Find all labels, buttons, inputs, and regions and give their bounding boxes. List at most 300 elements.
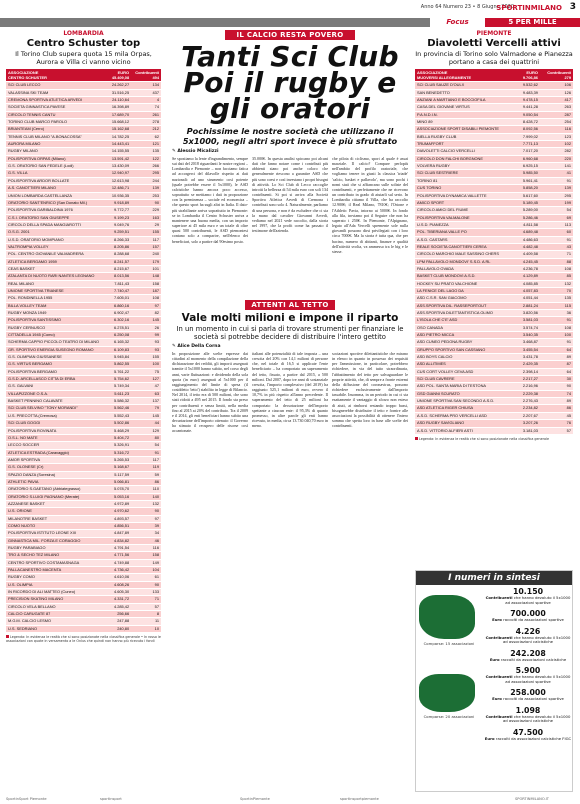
table-legend: Legenda: In evidenza le realtà che si sono posizionate nella classifica generale: [415, 437, 573, 441]
table-row: [6, 236, 161, 243]
table-row: [6, 273, 161, 280]
table-row: [6, 243, 161, 250]
contributors-count: 123: [540, 133, 573, 140]
association-name: SPAZIO DANZA (Soresina): [6, 471, 108, 478]
contributors-count: 29: [131, 221, 161, 228]
footer-item: SportinPiemonte: [240, 797, 270, 801]
contributors-count: 74: [540, 390, 573, 397]
association-name: GINNASTICA MIL. FORZA E CORAGGIO: [6, 537, 108, 544]
table-row: [415, 170, 573, 177]
euro-value: 14.782,25: [108, 133, 131, 140]
association-name: BRIANTEAM (Cerro): [6, 126, 108, 133]
association-name: U.S. ORIONE: [6, 508, 108, 515]
euro-value: 4.051,44: [517, 295, 540, 302]
body-column: In proposizione alle scelte espresse dai cittadini al momento della compilazione della dichiarazione dei redditi, gli importi assegnati tramite il 5x1000 hanno subito, nel corso degli anni, varie fluttuazioni: e dividendo della sola quota (in euro) assegnati al 5x1000 per il raggiungimento del limite di spesa (il cosiddetto 'tetto') stabilito in legge di Bilancio. Nel 2014, il tetto era di 500 milioni, che sono stati ridotti a 495 nel 2015. Il fondo sta preso per contribuenti e senza limiti, nella media fino al 2015 ai 20% del contributo. Tra il 2009 e il 2014, gli enti beneficiari hanno subito una decurtazione dell'importo ottenuto: il Governo ha stimato il recupero delle risorse così accantonate.: [172, 351, 248, 434]
contributors-count: 64: [540, 346, 573, 353]
contributors-count: 90: [540, 383, 573, 390]
table-row: [415, 332, 573, 339]
association-name: CEAS BASKET: [6, 265, 108, 272]
footer-item: SportinSport Piemonte: [6, 797, 47, 801]
euro-value: 5.586,32: [108, 398, 131, 405]
euro-value: 2.207,67: [517, 412, 540, 419]
association-name: PALLAVOLO OVADA: [415, 265, 517, 272]
table-row: [6, 368, 161, 375]
contributors-count: 163: [131, 214, 161, 221]
table-row: [6, 567, 161, 574]
euro-value: 5.168,67: [108, 464, 131, 471]
contributors-count: 79: [131, 405, 161, 412]
euro-value: 24.262,27: [108, 82, 131, 89]
euro-value: 3.207,26: [517, 420, 540, 427]
contributors-count: 244: [131, 177, 161, 184]
table-row: [415, 361, 573, 368]
euro-value: 8.205,86: [108, 243, 131, 250]
euro-value: 8.215,67: [108, 265, 131, 272]
section-title: Diavoletti Vercelli attivi: [427, 38, 561, 49]
table-row: [6, 625, 161, 632]
section-bar: [0, 18, 580, 27]
association-name: CIRCOLO DELLA SPADA MANGIAROTTI: [6, 221, 108, 228]
euro-value: 5.468,29: [108, 427, 131, 434]
euro-value: 12.486,71: [108, 185, 131, 192]
contributors-count: 179: [131, 258, 161, 265]
stat-value: 4.226: [515, 626, 541, 636]
col-header: EURO: [517, 69, 540, 75]
contributors-count: 10: [131, 625, 161, 632]
table-row: [6, 559, 161, 566]
table-row: [6, 405, 161, 412]
association-name: ORATORIO S.LUIGI PAGNANO (Merate): [6, 493, 108, 500]
euro-value: 6.109,83: [108, 346, 131, 353]
euro-value: 5.961,41: [517, 177, 540, 184]
legend-marker: [6, 635, 9, 638]
table-row: [6, 537, 161, 544]
article-body: [172, 351, 408, 601]
table-row: [6, 280, 161, 287]
contributors-count: 91: [540, 339, 573, 346]
association-name: GR. SPORTIVO ENERGIA SUSEGNO ROMANO: [6, 346, 108, 353]
table-row: [415, 214, 573, 221]
table-row: [415, 273, 573, 280]
association-name: ATALANTA DI NUOTO RARI NANTES LEGNANO: [6, 273, 108, 280]
body-column: sociazioni sportive dilettantistiche che mirano in elenco in quanto in possesso dei requisiti per l'ammissione, in particolare, potrebbero richiedere, in via del tutto straordinaria, l'abbattimento del tetto per salvaguardare le proprie attività, che, di sempre a fronte estremi della diffusione del coronavirus, possono richiedere esclusivamente dall'importo tassabile. Insomma, in un periodo in cui ci sta esattamente il vantaggio di sforzo non esteso di aiuti, ai rimborsi restando troppo bassi, bisognerebbe distribuire il tetto e fornire alle associazioni la possibilità di ottenere l'intero somma che spetta loro in base alle scelte dei contribuenti.: [332, 351, 408, 429]
euro-value: 7.771,13: [517, 141, 540, 148]
contributors-count: 116: [131, 545, 161, 552]
table-row: [415, 126, 573, 133]
euro-value: 6.165,32: [108, 339, 131, 346]
association-name: UNIONE SPORTIVA TRIANESE: [6, 287, 108, 294]
association-name: BASKET CLUB MONDOVI A.S.D.: [415, 273, 517, 280]
section-name: SPORTINMILANO: [496, 4, 562, 12]
contributors-count: 54: [540, 207, 573, 214]
euro-value: 4.893,57: [108, 515, 131, 522]
contributors-count: 59: [131, 471, 161, 478]
lombardia-map: [419, 595, 475, 639]
euro-value: 6.302,16: [108, 317, 131, 324]
association-name: MILANOTRE BASKET: [6, 515, 108, 522]
table-row: [6, 302, 161, 309]
stat-value: 242.208: [510, 648, 546, 658]
contributors-count: 141: [540, 163, 573, 170]
association-name: GRUPPO SPORTIVO SAN CASSIANO: [415, 346, 517, 353]
association-name: POLISPORTIVA DYNAMICA VALLETTE: [415, 192, 517, 199]
euro-value: 13.591,42: [108, 155, 131, 162]
association-name: RUGBY CERNUSCO: [6, 324, 108, 331]
contributors-count: 139: [540, 185, 573, 192]
stat-label: Contribuenti che hanno devoluto il 5x1000 ad associazioni sportive: [485, 674, 571, 684]
association-name: ORATORIO S.GAETANO (Abbiategrasso): [6, 486, 108, 493]
col-header: EURO: [108, 69, 131, 75]
table-row: [415, 368, 573, 375]
table-row: [415, 376, 573, 383]
table-row: [6, 420, 161, 427]
contributors-count: 158: [131, 280, 161, 287]
table-row: [415, 398, 573, 405]
euro-value: 5.552,43: [108, 412, 131, 419]
stat-label: Contribuenti che hanno devoluto il 5x1000 ad associazioni sportive: [485, 595, 571, 605]
association-name: CIRCOLO MARCHIO MALE SASSINO CHERS: [415, 251, 517, 258]
table-row: [6, 199, 161, 206]
piemonte-table: [415, 69, 573, 435]
association-name: GSD GIANNI SCURATO: [415, 390, 517, 397]
association-name: A.S.D. CASTARS: [415, 236, 517, 243]
contributors-count: 108: [131, 295, 161, 302]
contributors-count: 82: [131, 310, 161, 317]
table-row: [415, 119, 573, 126]
contributors-count: 34: [131, 530, 161, 537]
table-row: [6, 75, 161, 82]
euro-value: 5.078,70: [108, 486, 131, 493]
association-name: AURORA MILANO: [6, 141, 108, 148]
association-name: SCI CLUB SAUZE D'OULX: [415, 82, 517, 89]
contributors-count: 295: [540, 192, 573, 199]
euro-value: 4.608,26: [108, 581, 131, 588]
table-row: [6, 229, 161, 236]
table-row: [415, 133, 573, 140]
contributors-count: 71: [131, 596, 161, 603]
association-name: TENNIS CLUB MILANO "A.BONACOSSA": [6, 133, 108, 140]
contributors-count: 101: [131, 265, 161, 272]
table-row: [6, 618, 161, 625]
contributors-count: 70: [540, 287, 573, 294]
table-row: [415, 229, 573, 236]
euro-value: 247,88: [108, 618, 131, 625]
contributors-count: 69: [540, 214, 573, 221]
contributors-count: 133: [131, 589, 161, 596]
contributors-count: 117: [131, 456, 161, 463]
euro-value: 4.736,42: [108, 567, 131, 574]
table-row: [6, 221, 161, 228]
table-row: [6, 346, 161, 353]
association-name: ASD ALLITIMES: [415, 361, 517, 368]
association-name: VALTROMPIA VOLLEY: [6, 243, 108, 250]
col-header: ASSOCIAZIONE: [415, 69, 517, 75]
contributors-count: 115: [540, 302, 573, 309]
table-row: [6, 508, 161, 515]
association-name: C.S.I. ORATORIO SAN GIUSEPPE: [6, 214, 108, 221]
table-row: [415, 207, 573, 214]
euro-value: 6.960,68: [517, 155, 540, 162]
contributors-count: 132: [540, 280, 573, 287]
table-legend: Legenda: In evidenza le realtà che si sono posizionate nella classifica generale • In rosso le associazioni con quote in versamento a le Onlus che quindi non hanno più ricevuto i fondi: [6, 635, 161, 644]
euro-value: 4.856,51: [108, 522, 131, 529]
euro-value: 4.970,62: [108, 508, 131, 515]
association-name: ASD POL. SANTA MARIA DI TESTONA: [415, 383, 517, 390]
legend-marker: [415, 437, 418, 440]
association-name: RUGBY COMO: [6, 574, 108, 581]
euro-value: 8.428,72: [517, 119, 540, 126]
piemonte-map: [419, 674, 475, 712]
tag-label: 5 PER MILLE: [485, 18, 580, 27]
euro-value: 2.881,24: [517, 302, 540, 309]
table-row: [415, 287, 573, 294]
contributors-count: 278: [131, 119, 161, 126]
association-name: POLISPORTIVA ISTITUTO LEONE XIII: [6, 530, 108, 537]
table-row: [6, 192, 161, 199]
table-row: [6, 111, 161, 118]
contributors-count: 87: [540, 361, 573, 368]
footer-item: sportinsportpiemonte: [340, 797, 379, 801]
association-name: CUS TORINO: [415, 185, 517, 192]
contributors-count: 93: [131, 346, 161, 353]
article-byline: ✎ Alice Della Corna: [172, 344, 221, 349]
table-row: [6, 522, 161, 529]
euro-value: 6.902,47: [108, 310, 131, 317]
contributors-count: 90: [131, 581, 161, 588]
contributors-count: 127: [131, 376, 161, 383]
contributors-count: 126: [540, 89, 573, 96]
contributors-count: 116: [540, 126, 573, 133]
table-row: [415, 420, 573, 427]
table-row: [6, 332, 161, 339]
table-row: [415, 243, 573, 250]
table-row: [6, 500, 161, 507]
association-name: G.S.D. ARCELLASCO CITTA DI ERBA: [6, 376, 108, 383]
stat-value: 47.500: [512, 727, 544, 737]
euro-value: 24.110,64: [108, 97, 131, 104]
article-deck: Pochissime le nostre società che utilizzano il 5x1000, negli altri sport invece è più sfruttato: [182, 126, 398, 146]
table-row: [6, 339, 161, 346]
euro-value: 9.259,51: [108, 229, 131, 236]
association-name: TORINO CLUB MARCO PAROLO: [6, 119, 108, 126]
stats-list: [484, 588, 572, 746]
euro-value: 8.092,56: [517, 126, 540, 133]
association-name: ASSOCIAZIONE SPORT DISABILI PIEMONTE: [415, 126, 517, 133]
table-row: [6, 251, 161, 258]
table-row: [6, 449, 161, 456]
association-name: G.S. GALVANI: [6, 383, 108, 390]
contributors-count: 61: [131, 574, 161, 581]
euro-value: 4.610,06: [108, 574, 131, 581]
article-kicker: ATTENTI AL TETTO: [245, 300, 335, 310]
euro-value: 2.398,14: [517, 368, 540, 375]
col-header: Contribuenti: [131, 69, 161, 75]
stat-label: Euro raccolti da associazioni sportive: [492, 696, 564, 701]
article-title: Tanti Sci Club Poi il rugby e gli oratori: [181, 40, 399, 125]
euro-value: 7.811,43: [108, 280, 131, 287]
issue-meta: Anno 64 Numero 23 • 8 Giugno 2020: [420, 4, 514, 10]
euro-value: 5.117,59: [108, 471, 131, 478]
association-name: HOCKEY SU PRATO VALCHIONE: [415, 280, 517, 287]
euro-value: 14.155,55: [108, 148, 131, 155]
association-name: RUGBY MILANO: [6, 148, 108, 155]
contributors-count: 110: [131, 486, 161, 493]
association-name: PALLACANESTRO MACENTA: [6, 567, 108, 574]
table-row: [6, 126, 161, 133]
table-row: [6, 442, 161, 449]
euro-value: 31.516,25: [108, 89, 131, 96]
table-row: [6, 148, 161, 155]
euro-value: 8.288,68: [108, 251, 131, 258]
contributors-count: 254: [540, 119, 573, 126]
association-name: VILLAPIZZONE O.S.A.: [6, 390, 108, 397]
association-name: ASS.SPORTIVA DIL. RASSEPORTOUT: [415, 302, 517, 309]
table-row: [415, 339, 573, 346]
table-row: [415, 155, 573, 162]
contributors-count: 145: [131, 412, 161, 419]
table-row: [6, 119, 161, 126]
euro-value: 4.972,89: [108, 500, 131, 507]
table-row: [6, 170, 161, 177]
association-name: BILLA VOLLEY TEAM: [6, 302, 108, 309]
table-row: [6, 376, 161, 383]
euro-value: 5.289,00: [517, 207, 540, 214]
body-column: Se spostiamo la lente d'ingrandimento, sempre sui dati del 2018 riguardanti le nostre regioni – Lombardia e Piemonte – non facciamo fatica ad accorgerci del dilavolle rispetto ai dati nazionali: ad uno strumento così potente (quale potrebbe essere il 5x1000), le ASD calcistiche hanno ancora poco accesso, soprattutto se mettiamo i dati in proporzione con la preminenza – sociale ed economica – che questo sport ha sugli altri in Italia. Il dato-più strabiliante arriva soprattutto in Piemonte: se in Lombardia il Centro Schuster arriva a mantenere una buona media, con un importo superiore ai 45 mila euro e un totale di oltre quasi 500 contribuenti, le ASD piemontesi contano solo a comparire, nell'elenco dei beneficiari, solo a partire dal 90esimo posto.: [172, 156, 248, 244]
table-row: [415, 346, 573, 353]
table-row: [6, 97, 161, 104]
euro-value: 4.834,82: [108, 537, 131, 544]
table-row: [415, 192, 573, 199]
table-row: [415, 148, 573, 155]
table-row: [415, 251, 573, 258]
euro-value: 9.532,62: [517, 82, 540, 89]
table-row: [6, 265, 161, 272]
association-name: G.S. VILLA: [6, 170, 108, 177]
table-row: [415, 104, 573, 111]
euro-value: 5.761,22: [108, 368, 131, 375]
table-row: [6, 141, 161, 148]
contributors-count: 26: [131, 324, 161, 331]
numbers-title: I numeri in sintesi: [416, 571, 572, 585]
contributors-count: 279: [540, 75, 573, 82]
association-name: ASD CUNEO PEDONA RUGBY: [415, 339, 517, 346]
region-label: PIEMONTE: [476, 30, 512, 37]
association-name: POL. CENTRO GIOVANILE VALMADRERA: [6, 251, 108, 258]
table-row: [415, 199, 573, 206]
association-name: TORINO 81: [415, 177, 517, 184]
contributors-count: 89: [540, 398, 573, 405]
table-row: [415, 111, 573, 118]
euro-value: 17.689,70: [108, 111, 131, 118]
euro-value: 14.443,41: [108, 141, 131, 148]
euro-value: 256,66: [108, 611, 131, 618]
contributors-count: 437: [131, 89, 161, 96]
lombardia-column: [6, 30, 161, 644]
contributors-count: 91: [540, 317, 573, 324]
contributors-count: 64: [540, 368, 573, 375]
contributors-count: 54: [131, 442, 161, 449]
euro-value: 4.486,63: [517, 236, 540, 243]
col-header: ASSOCIAZIONE: [6, 69, 108, 75]
contributors-count: 119: [131, 464, 161, 471]
page-footer: [0, 795, 580, 804]
article-body: [172, 156, 408, 294]
table-row: [6, 456, 161, 463]
euro-value: 3.181,03: [517, 427, 540, 434]
association-name: ASD PIETRO MICCA: [415, 332, 517, 339]
contributors-count: 43: [540, 243, 573, 250]
table-row: [415, 383, 573, 390]
association-name: ORATORIO SANT'ENRICO (San Donato Mil.): [6, 199, 108, 206]
contributors-count: 117: [131, 236, 161, 243]
euro-value: 3.581,03: [517, 317, 540, 324]
table-row: [6, 133, 161, 140]
table-row: [6, 427, 161, 434]
table-row: [6, 383, 161, 390]
contributors-count: 261: [131, 111, 161, 118]
table-row: [415, 302, 573, 309]
stat-label: Contribuenti che hanno devoluto il 5x1000 ad associazioni calcistiche: [485, 634, 571, 644]
euro-value: 8.241,57: [108, 258, 131, 265]
euro-value: 5.749,34: [108, 383, 131, 390]
table-row: [415, 97, 573, 104]
association-name: L'ISOLA CHE C'E' ASD: [415, 317, 517, 324]
contributors-count: 295: [131, 170, 161, 177]
association-name: LPM PALLAVOLO MONDOVI' S.S.D. A RL: [415, 258, 517, 265]
table-row: [6, 361, 161, 368]
contributors-count: 240: [131, 251, 161, 258]
table-row: [6, 581, 161, 588]
association-name: IN RICORDO DI ALI MATTEO (Cuneo): [6, 589, 108, 596]
euro-value: 2.276,43: [517, 398, 540, 405]
euro-value: 2.229,38: [517, 390, 540, 397]
table-row: [6, 317, 161, 324]
article-byline: ✎ Alessio Micalizzi: [172, 149, 219, 154]
association-name: POLISPORTIVA GARIBALDINA 1976: [6, 207, 108, 214]
contributors-count: 417: [540, 97, 573, 104]
euro-value: 2.216,96: [517, 383, 540, 390]
euro-value: 4.791,54: [108, 545, 131, 552]
contributors-count: 157: [131, 243, 161, 250]
euro-value: 9.441,28: [517, 104, 540, 111]
association-name: U.S. OLIMPIA: [6, 581, 108, 588]
euro-value: 15.668,12: [108, 119, 131, 126]
table-row: [6, 493, 161, 500]
euro-value: 7.605,01: [108, 295, 131, 302]
association-name: POLISPORTIVA VALMALONE: [415, 214, 517, 221]
euro-value: 5.562,46: [108, 405, 131, 412]
table-row: [415, 141, 573, 148]
col-header: Contribuenti: [540, 69, 573, 75]
table-row: [6, 163, 161, 170]
association-name: POLISPORTIVA ARDOR BOLLATE: [6, 177, 108, 184]
contributors-count: 86: [540, 405, 573, 412]
table-row: [415, 412, 573, 419]
table-row: [6, 82, 161, 89]
contributors-count: 108: [540, 265, 573, 272]
contributors-count: 104: [131, 567, 161, 574]
stat-value: 700.000: [510, 609, 546, 618]
euro-value: 5.053,16: [108, 493, 131, 500]
footer-item: SPORTINMILANO.IT: [515, 797, 549, 801]
association-name: U.S. PRECOTTA (Cremosa): [6, 412, 108, 419]
contributors-count: 74: [131, 104, 161, 111]
euro-value: 7.017,20: [517, 148, 540, 155]
table-row: [6, 354, 161, 361]
table-row: [415, 427, 573, 434]
contributors-count: 80: [131, 434, 161, 441]
euro-value: 4.331,72: [108, 596, 131, 603]
